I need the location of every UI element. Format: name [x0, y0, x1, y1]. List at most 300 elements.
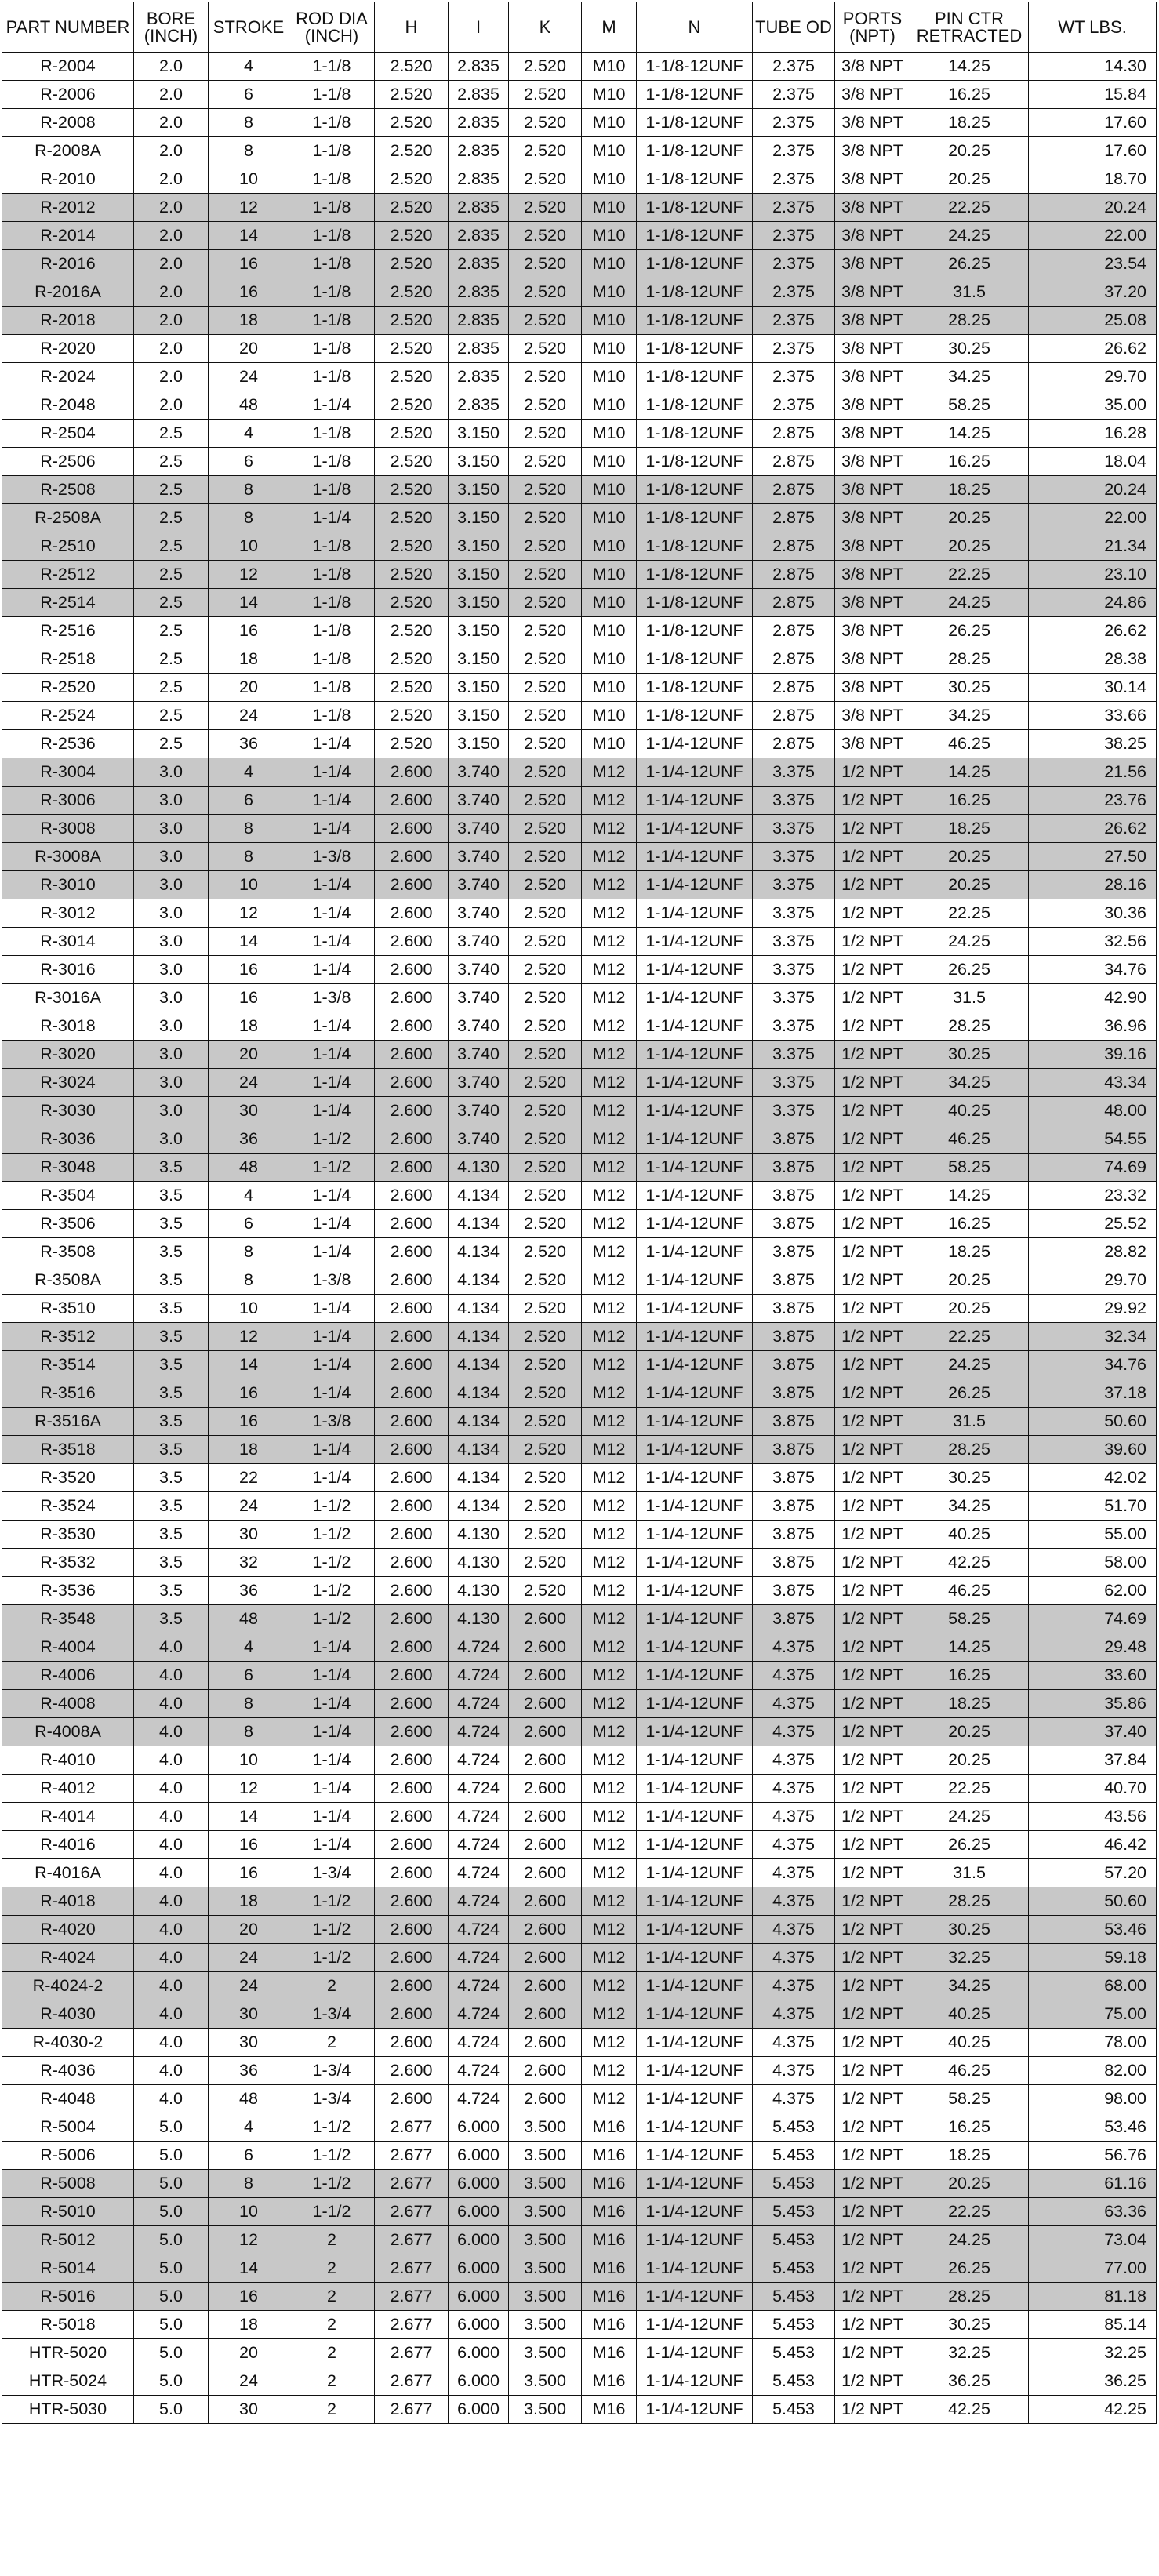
cell-i: 3.740	[449, 1012, 509, 1041]
cell-bore: 3.5	[134, 1351, 209, 1379]
cell-h: 2.600	[375, 1521, 449, 1549]
cell-ports: 3/8 NPT	[835, 53, 910, 81]
cell-k: 2.520	[509, 1464, 582, 1492]
cell-i: 4.724	[449, 1972, 509, 2000]
cell-rod-dia: 1-1/4	[289, 899, 375, 928]
cell-h: 2.520	[375, 617, 449, 645]
cell-rod-dia: 1-1/8	[289, 278, 375, 307]
cell-n: 1-1/4-12UNF	[637, 1775, 753, 1803]
cell-pin-ctr-retracted: 46.25	[910, 1125, 1029, 1154]
cell-h: 2.600	[375, 1210, 449, 1238]
cell-n: 1-1/8-12UNF	[637, 137, 753, 165]
cell-stroke: 24	[209, 1972, 289, 2000]
cell-weight: 40.70	[1029, 1775, 1157, 1803]
cell-bore: 3.5	[134, 1436, 209, 1464]
cell-bore: 4.0	[134, 1690, 209, 1718]
cell-k: 2.520	[509, 1492, 582, 1521]
cell-ports: 3/8 NPT	[835, 645, 910, 674]
cell-stroke: 8	[209, 1718, 289, 1746]
cell-n: 1-1/4-12UNF	[637, 1831, 753, 1859]
cell-n: 1-1/8-12UNF	[637, 702, 753, 730]
cell-m: M12	[582, 1746, 637, 1775]
cell-i: 4.134	[449, 1238, 509, 1266]
cell-h: 2.520	[375, 674, 449, 702]
cell-k: 2.520	[509, 899, 582, 928]
cell-n: 1-1/4-12UNF	[637, 730, 753, 758]
cell-n: 1-1/4-12UNF	[637, 1549, 753, 1577]
header-m: M	[582, 2, 637, 53]
table-row	[2, 1266, 1157, 1295]
cell-h: 2.600	[375, 1408, 449, 1436]
cell-tube-od: 3.875	[753, 1182, 835, 1210]
cell-weight: 27.50	[1029, 843, 1157, 871]
cell-tube-od: 5.453	[753, 2254, 835, 2283]
cell-h: 2.600	[375, 1775, 449, 1803]
cell-part-number: R-4006	[2, 1662, 134, 1690]
cell-tube-od: 2.375	[753, 137, 835, 165]
cell-pin-ctr-retracted: 18.25	[910, 109, 1029, 137]
cell-h: 2.600	[375, 1972, 449, 2000]
cell-n: 1-1/8-12UNF	[637, 222, 753, 250]
cell-m: M12	[582, 1041, 637, 1069]
cell-n: 1-1/8-12UNF	[637, 561, 753, 589]
cell-i: 6.000	[449, 2113, 509, 2142]
cell-h: 2.520	[375, 448, 449, 476]
cell-h: 2.520	[375, 222, 449, 250]
cell-ports: 1/2 NPT	[835, 1182, 910, 1210]
cell-part-number: R-3510	[2, 1295, 134, 1323]
table-row	[2, 843, 1157, 871]
cell-stroke: 16	[209, 1408, 289, 1436]
cell-rod-dia: 1-1/4	[289, 1323, 375, 1351]
cell-stroke: 14	[209, 589, 289, 617]
cell-rod-dia: 1-3/4	[289, 2085, 375, 2113]
cell-tube-od: 4.375	[753, 1775, 835, 1803]
cell-m: M10	[582, 420, 637, 448]
cell-m: M12	[582, 2057, 637, 2085]
cell-ports: 1/2 NPT	[835, 2085, 910, 2113]
cell-h: 2.677	[375, 2339, 449, 2367]
cell-ports: 3/8 NPT	[835, 194, 910, 222]
cell-pin-ctr-retracted: 14.25	[910, 53, 1029, 81]
cell-h: 2.677	[375, 2254, 449, 2283]
cell-stroke: 8	[209, 476, 289, 504]
cell-rod-dia: 1-1/2	[289, 1605, 375, 1633]
cell-ports: 1/2 NPT	[835, 956, 910, 984]
cell-weight: 73.04	[1029, 2226, 1157, 2254]
cell-m: M10	[582, 194, 637, 222]
cell-tube-od: 5.453	[753, 2142, 835, 2170]
cell-rod-dia: 1-1/4	[289, 1436, 375, 1464]
cell-h: 2.520	[375, 53, 449, 81]
cell-ports: 1/2 NPT	[835, 1408, 910, 1436]
cell-pin-ctr-retracted: 26.25	[910, 250, 1029, 278]
cell-ports: 1/2 NPT	[835, 1521, 910, 1549]
cell-rod-dia: 2	[289, 2029, 375, 2057]
cell-ports: 1/2 NPT	[835, 1492, 910, 1521]
cell-stroke: 6	[209, 2142, 289, 2170]
cell-k: 2.520	[509, 165, 582, 194]
cell-stroke: 16	[209, 1379, 289, 1408]
cell-tube-od: 2.375	[753, 278, 835, 307]
cell-rod-dia: 1-3/4	[289, 1859, 375, 1887]
cell-part-number: R-2516	[2, 617, 134, 645]
cell-bore: 3.5	[134, 1266, 209, 1295]
table-row	[2, 815, 1157, 843]
table-row	[2, 448, 1157, 476]
cell-tube-od: 5.453	[753, 2283, 835, 2311]
cell-stroke: 6	[209, 1210, 289, 1238]
cell-pin-ctr-retracted: 22.25	[910, 2198, 1029, 2226]
cell-h: 2.520	[375, 307, 449, 335]
cell-weight: 18.04	[1029, 448, 1157, 476]
cell-m: M10	[582, 250, 637, 278]
cell-rod-dia: 1-1/2	[289, 1549, 375, 1577]
cell-n: 1-1/4-12UNF	[637, 2283, 753, 2311]
cell-stroke: 32	[209, 1549, 289, 1577]
cell-m: M10	[582, 81, 637, 109]
cell-tube-od: 3.875	[753, 1323, 835, 1351]
table-row	[2, 335, 1157, 363]
cell-stroke: 36	[209, 1577, 289, 1605]
cell-pin-ctr-retracted: 16.25	[910, 2113, 1029, 2142]
cell-rod-dia: 1-1/4	[289, 1012, 375, 1041]
cell-rod-dia: 1-1/4	[289, 1831, 375, 1859]
cell-n: 1-1/4-12UNF	[637, 2254, 753, 2283]
cell-k: 2.600	[509, 1831, 582, 1859]
cell-weight: 36.96	[1029, 1012, 1157, 1041]
cell-n: 1-1/4-12UNF	[637, 2170, 753, 2198]
cell-h: 2.600	[375, 1266, 449, 1295]
cell-weight: 55.00	[1029, 1521, 1157, 1549]
header-h: H	[375, 2, 449, 53]
cell-bore: 3.0	[134, 984, 209, 1012]
cell-stroke: 8	[209, 504, 289, 532]
cell-h: 2.520	[375, 476, 449, 504]
cell-n: 1-1/8-12UNF	[637, 448, 753, 476]
cell-bore: 4.0	[134, 1803, 209, 1831]
cell-m: M10	[582, 137, 637, 165]
cell-k: 2.520	[509, 1238, 582, 1266]
cell-ports: 1/2 NPT	[835, 2029, 910, 2057]
cell-stroke: 10	[209, 1746, 289, 1775]
cell-bore: 5.0	[134, 2283, 209, 2311]
cell-i: 3.740	[449, 1069, 509, 1097]
cell-h: 2.520	[375, 420, 449, 448]
cell-rod-dia: 1-1/2	[289, 1492, 375, 1521]
cell-k: 3.500	[509, 2283, 582, 2311]
cell-rod-dia: 1-3/8	[289, 1408, 375, 1436]
cell-part-number: R-4014	[2, 1803, 134, 1831]
cell-i: 3.740	[449, 843, 509, 871]
cell-weight: 48.00	[1029, 1097, 1157, 1125]
cell-stroke: 18	[209, 307, 289, 335]
cell-i: 4.724	[449, 2029, 509, 2057]
cell-bore: 3.0	[134, 758, 209, 787]
cell-part-number: R-2508	[2, 476, 134, 504]
cell-n: 1-1/4-12UNF	[637, 2396, 753, 2424]
cell-weight: 37.84	[1029, 1746, 1157, 1775]
cell-bore: 2.5	[134, 504, 209, 532]
cell-h: 2.600	[375, 1831, 449, 1859]
cell-n: 1-1/8-12UNF	[637, 391, 753, 420]
cell-n: 1-1/4-12UNF	[637, 1436, 753, 1464]
cell-stroke: 8	[209, 1690, 289, 1718]
table-row	[2, 194, 1157, 222]
cell-m: M10	[582, 504, 637, 532]
cell-bore: 4.0	[134, 1859, 209, 1887]
cell-weight: 82.00	[1029, 2057, 1157, 2085]
cell-weight: 33.60	[1029, 1662, 1157, 1690]
cell-weight: 78.00	[1029, 2029, 1157, 2057]
cell-tube-od: 3.375	[753, 787, 835, 815]
cell-k: 3.500	[509, 2113, 582, 2142]
cell-bore: 4.0	[134, 1944, 209, 1972]
cell-weight: 58.00	[1029, 1549, 1157, 1577]
cell-ports: 1/2 NPT	[835, 2113, 910, 2142]
cell-ports: 1/2 NPT	[835, 1577, 910, 1605]
cell-pin-ctr-retracted: 40.25	[910, 2000, 1029, 2029]
cell-weight: 53.46	[1029, 1916, 1157, 1944]
cell-part-number: R-4020	[2, 1916, 134, 1944]
cell-k: 2.600	[509, 1887, 582, 1916]
cell-m: M12	[582, 1887, 637, 1916]
cell-h: 2.520	[375, 561, 449, 589]
cell-h: 2.520	[375, 335, 449, 363]
cell-k: 2.520	[509, 702, 582, 730]
cell-pin-ctr-retracted: 30.25	[910, 335, 1029, 363]
cell-stroke: 22	[209, 1464, 289, 1492]
header-row	[2, 2, 1157, 53]
table-row	[2, 53, 1157, 81]
table-row	[2, 109, 1157, 137]
cell-rod-dia: 2	[289, 2254, 375, 2283]
cell-rod-dia: 2	[289, 2339, 375, 2367]
cell-bore: 2.0	[134, 250, 209, 278]
cell-ports: 1/2 NPT	[835, 1887, 910, 1916]
cell-rod-dia: 1-1/8	[289, 645, 375, 674]
cell-m: M10	[582, 165, 637, 194]
cell-k: 2.520	[509, 561, 582, 589]
cell-m: M10	[582, 53, 637, 81]
cell-weight: 62.00	[1029, 1577, 1157, 1605]
cell-k: 2.520	[509, 1154, 582, 1182]
cell-stroke: 8	[209, 815, 289, 843]
cell-m: M12	[582, 1859, 637, 1887]
table-row	[2, 1069, 1157, 1097]
table-row	[2, 1803, 1157, 1831]
table-row	[2, 307, 1157, 335]
cell-pin-ctr-retracted: 20.25	[910, 1718, 1029, 1746]
cell-m: M10	[582, 645, 637, 674]
cell-stroke: 20	[209, 2339, 289, 2367]
cell-k: 2.520	[509, 815, 582, 843]
cell-i: 4.724	[449, 1690, 509, 1718]
cell-part-number: R-3514	[2, 1351, 134, 1379]
cell-k: 2.520	[509, 730, 582, 758]
cell-stroke: 4	[209, 53, 289, 81]
table-row	[2, 1295, 1157, 1323]
cell-k: 2.520	[509, 335, 582, 363]
table-row	[2, 2283, 1157, 2311]
cell-part-number: R-3008	[2, 815, 134, 843]
cell-pin-ctr-retracted: 28.25	[910, 1887, 1029, 1916]
cell-h: 2.600	[375, 1379, 449, 1408]
table-row	[2, 476, 1157, 504]
cell-weight: 21.56	[1029, 758, 1157, 787]
cell-m: M16	[582, 2311, 637, 2339]
cell-pin-ctr-retracted: 32.25	[910, 2339, 1029, 2367]
cell-ports: 1/2 NPT	[835, 1549, 910, 1577]
cell-m: M16	[582, 2226, 637, 2254]
cell-tube-od: 2.375	[753, 335, 835, 363]
cell-n: 1-1/4-12UNF	[637, 2057, 753, 2085]
cell-i: 3.740	[449, 899, 509, 928]
cell-n: 1-1/4-12UNF	[637, 1295, 753, 1323]
cell-h: 2.677	[375, 2283, 449, 2311]
cell-n: 1-1/8-12UNF	[637, 589, 753, 617]
cell-weight: 14.30	[1029, 53, 1157, 81]
cell-rod-dia: 1-1/4	[289, 956, 375, 984]
cell-i: 2.835	[449, 53, 509, 81]
cell-m: M12	[582, 1266, 637, 1295]
cell-h: 2.600	[375, 1436, 449, 1464]
cell-ports: 3/8 NPT	[835, 222, 910, 250]
cell-bore: 5.0	[134, 2367, 209, 2396]
cell-i: 3.150	[449, 674, 509, 702]
cell-bore: 2.5	[134, 730, 209, 758]
cell-weight: 18.70	[1029, 165, 1157, 194]
cell-i: 4.724	[449, 1746, 509, 1775]
cell-weight: 29.48	[1029, 1633, 1157, 1662]
cell-bore: 2.5	[134, 476, 209, 504]
cell-part-number: R-3006	[2, 787, 134, 815]
table-row	[2, 2339, 1157, 2367]
cell-h: 2.600	[375, 1295, 449, 1323]
cell-ports: 3/8 NPT	[835, 561, 910, 589]
cell-m: M12	[582, 956, 637, 984]
cell-ports: 1/2 NPT	[835, 1803, 910, 1831]
cell-n: 1-1/4-12UNF	[637, 1125, 753, 1154]
cell-rod-dia: 2	[289, 2311, 375, 2339]
cell-stroke: 30	[209, 1097, 289, 1125]
cell-k: 2.600	[509, 1859, 582, 1887]
header-ports: PORTS (NPT)	[835, 2, 910, 53]
cell-m: M12	[582, 1464, 637, 1492]
cell-i: 4.724	[449, 1916, 509, 1944]
cell-h: 2.520	[375, 137, 449, 165]
cell-h: 2.677	[375, 2367, 449, 2396]
cell-part-number: R-3508A	[2, 1266, 134, 1295]
table-row	[2, 1831, 1157, 1859]
cell-m: M16	[582, 2283, 637, 2311]
cell-i: 4.134	[449, 1464, 509, 1492]
cell-pin-ctr-retracted: 24.25	[910, 589, 1029, 617]
cell-pin-ctr-retracted: 16.25	[910, 1662, 1029, 1690]
cell-pin-ctr-retracted: 14.25	[910, 420, 1029, 448]
cell-part-number: R-5016	[2, 2283, 134, 2311]
cell-tube-od: 3.375	[753, 1012, 835, 1041]
cell-rod-dia: 1-1/8	[289, 448, 375, 476]
cell-tube-od: 4.375	[753, 1916, 835, 1944]
cell-bore: 2.0	[134, 165, 209, 194]
cell-m: M12	[582, 787, 637, 815]
cell-rod-dia: 1-1/4	[289, 1662, 375, 1690]
cell-n: 1-1/8-12UNF	[637, 476, 753, 504]
cell-tube-od: 4.375	[753, 1662, 835, 1690]
cell-k: 2.520	[509, 928, 582, 956]
cell-m: M12	[582, 984, 637, 1012]
cell-h: 2.600	[375, 871, 449, 899]
cell-weight: 22.00	[1029, 504, 1157, 532]
cell-stroke: 30	[209, 2000, 289, 2029]
cell-m: M16	[582, 2198, 637, 2226]
cell-k: 2.520	[509, 1379, 582, 1408]
cell-n: 1-1/4-12UNF	[637, 1577, 753, 1605]
cell-ports: 1/2 NPT	[835, 1266, 910, 1295]
cell-i: 4.724	[449, 1633, 509, 1662]
cell-tube-od: 4.375	[753, 1746, 835, 1775]
cell-part-number: R-5008	[2, 2170, 134, 2198]
cell-k: 2.520	[509, 617, 582, 645]
cell-rod-dia: 1-1/4	[289, 1746, 375, 1775]
cell-part-number: R-2512	[2, 561, 134, 589]
cell-pin-ctr-retracted: 46.25	[910, 2057, 1029, 2085]
cell-k: 2.520	[509, 787, 582, 815]
cell-bore: 2.0	[134, 53, 209, 81]
cell-stroke: 14	[209, 1803, 289, 1831]
cell-rod-dia: 1-1/2	[289, 1887, 375, 1916]
cell-h: 2.600	[375, 2029, 449, 2057]
cell-stroke: 6	[209, 81, 289, 109]
table-row	[2, 1549, 1157, 1577]
cell-rod-dia: 1-3/4	[289, 2000, 375, 2029]
cell-m: M12	[582, 1210, 637, 1238]
cell-k: 2.520	[509, 532, 582, 561]
table-row	[2, 1633, 1157, 1662]
header-pin-ctr-retracted: PIN CTR RETRACTED	[910, 2, 1029, 53]
cell-bore: 5.0	[134, 2170, 209, 2198]
cell-h: 2.600	[375, 1549, 449, 1577]
cell-rod-dia: 1-1/8	[289, 674, 375, 702]
cell-m: M12	[582, 1408, 637, 1436]
table-row	[2, 504, 1157, 532]
cell-tube-od: 3.375	[753, 1069, 835, 1097]
cell-m: M12	[582, 1662, 637, 1690]
cell-part-number: HTR-5024	[2, 2367, 134, 2396]
cell-k: 2.600	[509, 1775, 582, 1803]
cell-i: 3.150	[449, 420, 509, 448]
cell-tube-od: 3.875	[753, 1154, 835, 1182]
cell-stroke: 12	[209, 194, 289, 222]
cell-i: 3.740	[449, 758, 509, 787]
cell-n: 1-1/4-12UNF	[637, 1916, 753, 1944]
cell-ports: 1/2 NPT	[835, 1690, 910, 1718]
cell-ports: 1/2 NPT	[835, 1605, 910, 1633]
table-row	[2, 1775, 1157, 1803]
cell-k: 2.520	[509, 871, 582, 899]
cell-part-number: R-4030-2	[2, 2029, 134, 2057]
cell-tube-od: 3.875	[753, 1266, 835, 1295]
cell-tube-od: 4.375	[753, 2029, 835, 2057]
cell-tube-od: 2.875	[753, 448, 835, 476]
cell-tube-od: 2.875	[753, 504, 835, 532]
cell-bore: 5.0	[134, 2311, 209, 2339]
cell-h: 2.600	[375, 1069, 449, 1097]
cell-pin-ctr-retracted: 34.25	[910, 702, 1029, 730]
cell-h: 2.600	[375, 1944, 449, 1972]
cell-bore: 4.0	[134, 1633, 209, 1662]
